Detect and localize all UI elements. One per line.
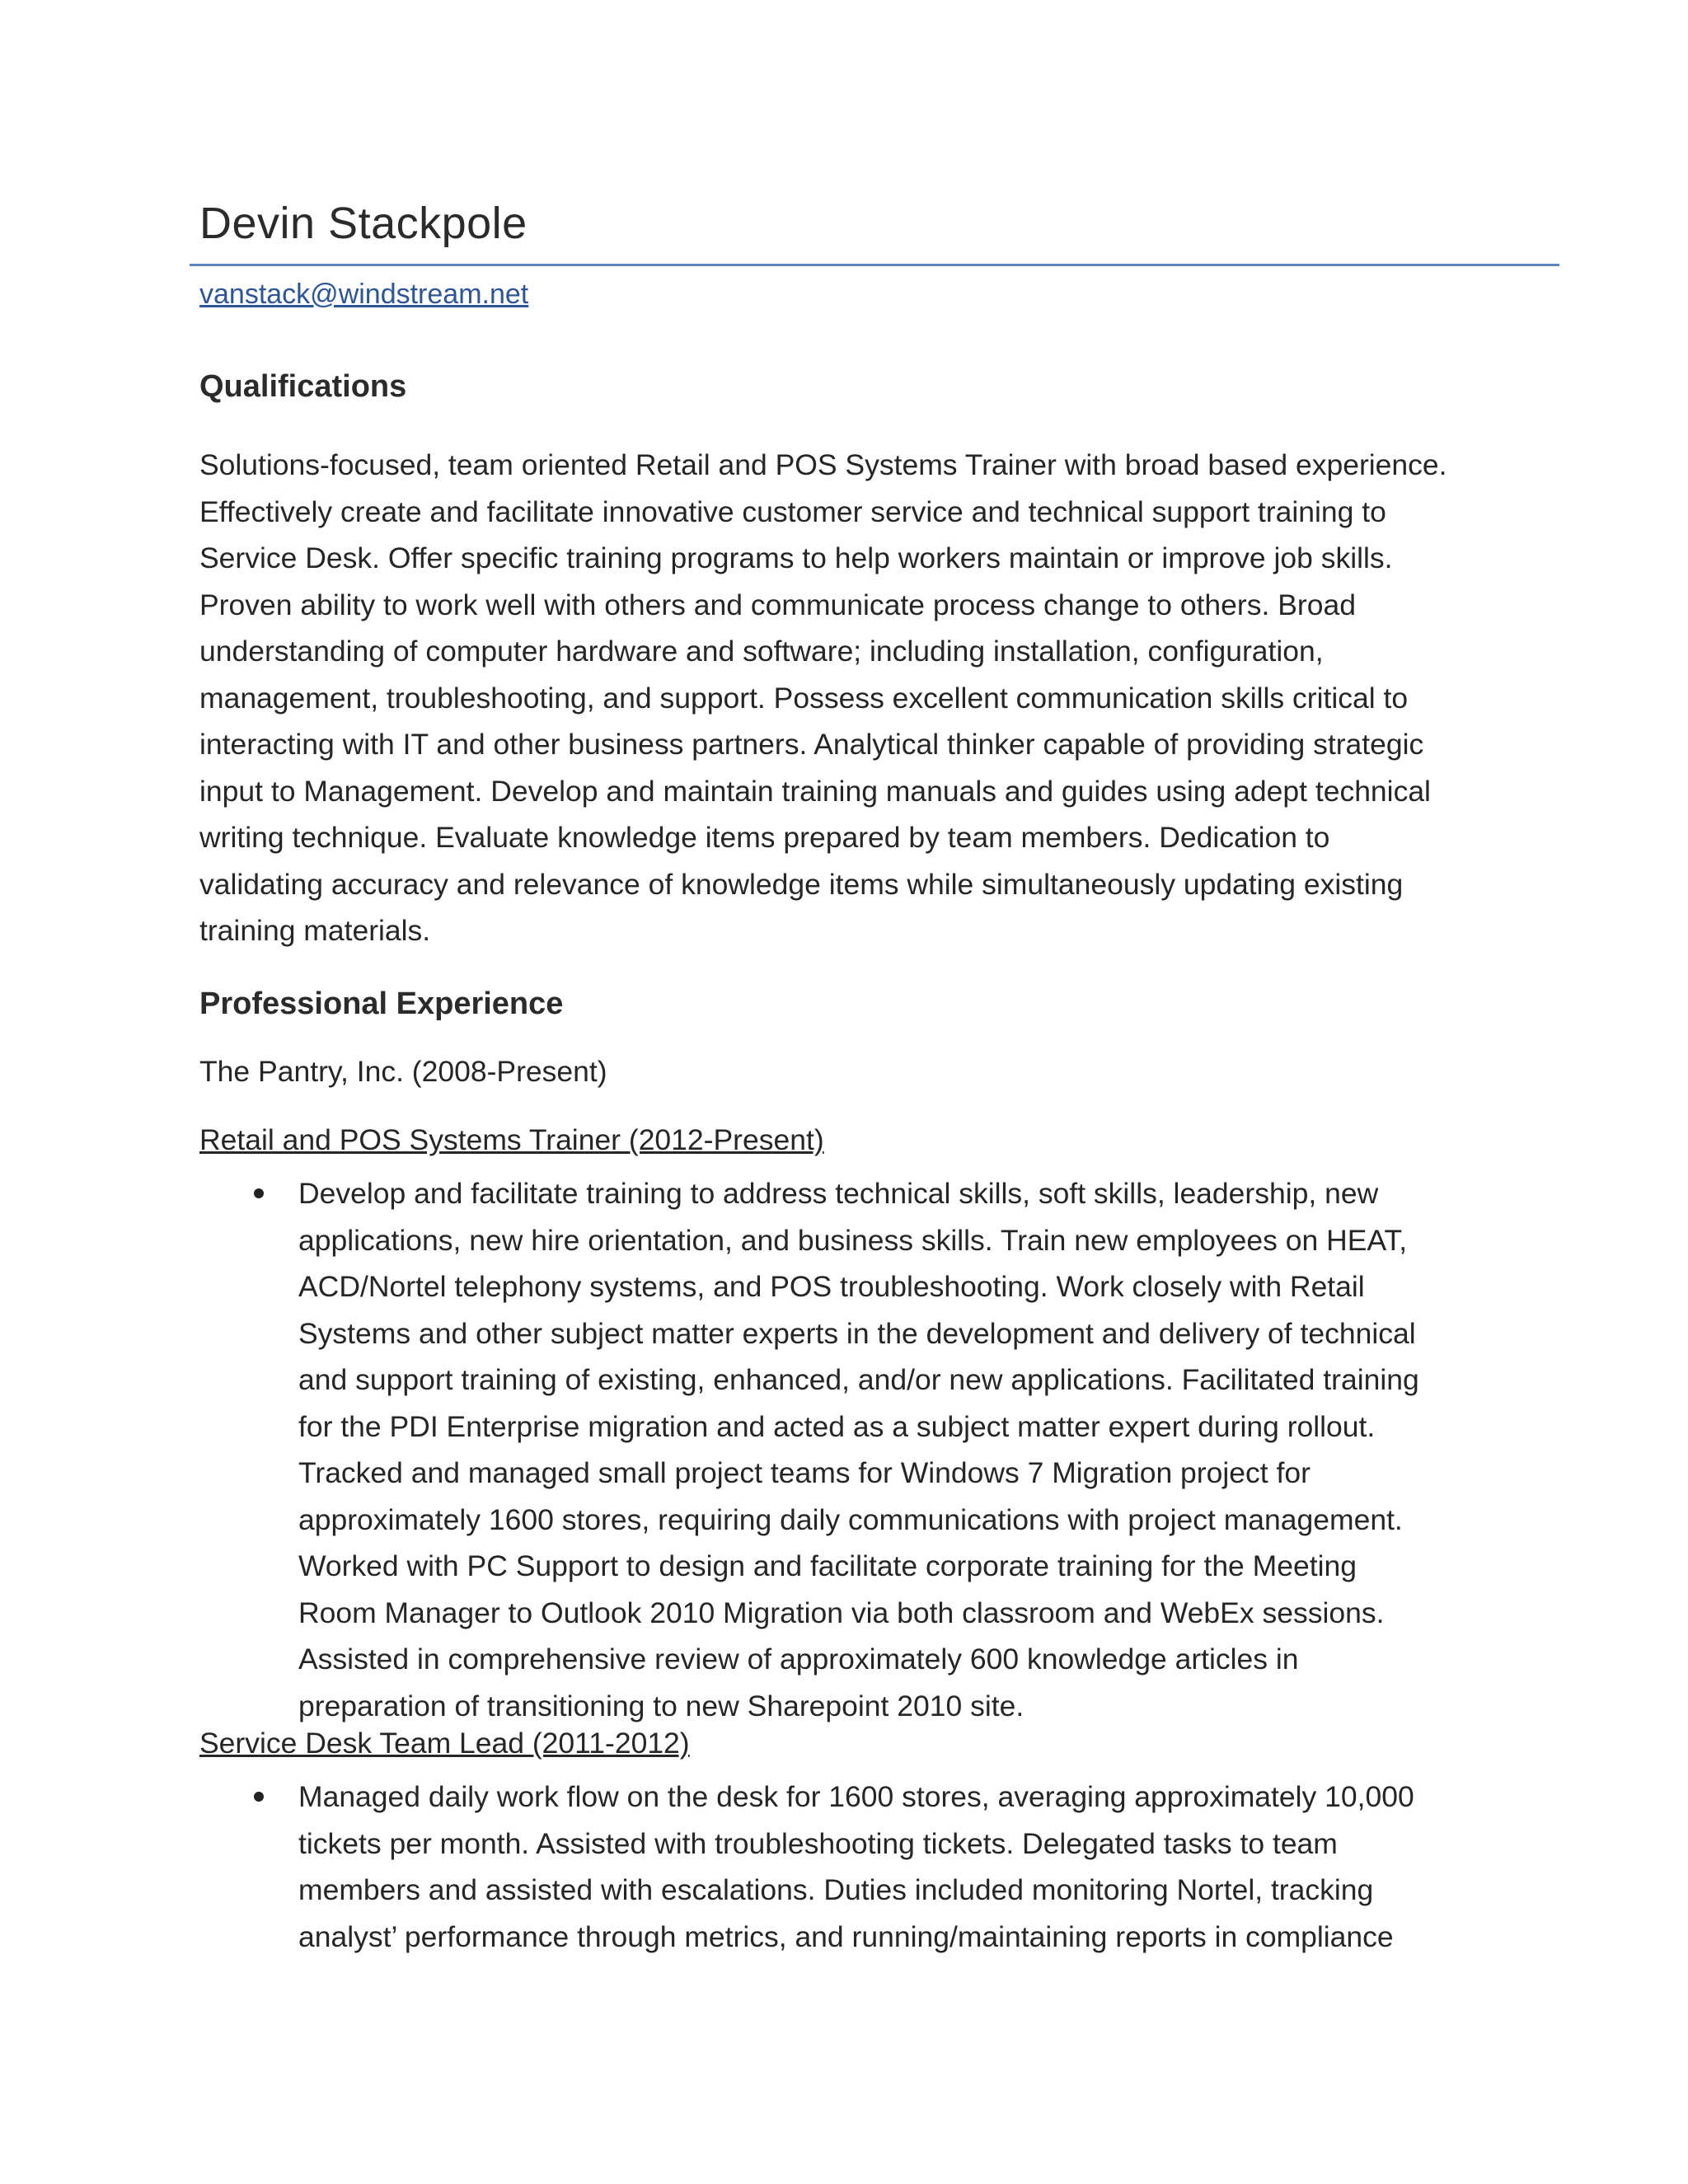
list-item: [247, 1774, 1414, 1960]
qualifications-paragraph: [199, 442, 1447, 954]
bullet-line: Room Manager to Outlook 2010 Migration via both classroom and WebEx sessions.: [298, 1596, 1385, 1629]
bullet-line: Tracked and managed small project teams for Windows 7 Migration project for: [298, 1456, 1311, 1489]
paragraph-line: management, troubleshooting, and support. Possess excellent communication skills critical to: [199, 681, 1409, 715]
bullet-icon: [254, 1188, 264, 1198]
candidate-name: Devin Stackpole: [199, 199, 528, 248]
bullet-line: members and assisted with escalations. Duties included monitoring Nortel, tracking: [298, 1873, 1374, 1906]
bullet-line: Develop and facilitate training to address technical skills, soft skills, leadership, new: [298, 1177, 1379, 1210]
paragraph-line: Effectively create and facilitate innovative customer service and technical support training to: [199, 494, 1386, 528]
list-item: [247, 1170, 1419, 1729]
title-underline: [190, 264, 1559, 266]
role-title-trainer: Retail and POS Systems Trainer (2012-Present): [199, 1123, 824, 1156]
bullet-text: [298, 1774, 1414, 1960]
paragraph-line: input to Management. Develop and maintain training manuals and guides using adept technical: [199, 774, 1431, 808]
bullet-line: analyst’ performance through metrics, and running/maintaining reports in compliance: [298, 1919, 1394, 1953]
bullet-icon: [254, 1792, 264, 1802]
email-link[interactable]: vanstack@windstream.net: [199, 279, 529, 310]
company-line: The Pantry, Inc. (2008-Present): [199, 1055, 607, 1088]
bullet-line: Systems and other subject matter experts in the development and delivery of technical: [298, 1316, 1416, 1350]
paragraph-line: Solutions-focused, team oriented Retail and POS Systems Trainer with broad based experience.: [199, 448, 1447, 481]
role-bullet-list: [247, 1170, 1419, 1729]
bullet-line: for the PDI Enterprise migration and acted as a subject matter expert during rollout.: [298, 1409, 1376, 1443]
bullet-line: applications, new hire orientation, and business skills. Train new employees on HEAT,: [298, 1223, 1408, 1257]
bullet-line: and support training of existing, enhanced, and/or new applications. Facilitated training: [298, 1363, 1419, 1396]
bullet-line: Worked with PC Support to design and facilitate corporate training for the Meeting: [298, 1549, 1357, 1582]
paragraph-line: understanding of computer hardware and software; including installation, configuration,: [199, 635, 1324, 668]
bullet-line: Assisted in comprehensive review of approximately 600 knowledge articles in: [298, 1643, 1299, 1675]
bullet-text: [298, 1170, 1419, 1729]
bullet-line: ACD/Nortel telephony systems, and POS troubleshooting. Work closely with Retail: [298, 1270, 1365, 1303]
bullet-line: approximately 1600 stores, requiring daily communications with project management.: [298, 1502, 1403, 1536]
role-bullet-list: [247, 1774, 1414, 1960]
bullet-line: preparation of transitioning to new Sharepoint 2010 site.: [298, 1689, 1025, 1722]
paragraph-line: interacting with IT and other business partners. Analytical thinker capable of providing strategic: [199, 728, 1424, 761]
paragraph-line: training materials.: [199, 914, 431, 947]
bullet-line: tickets per month. Assisted with troubleshooting tickets. Delegated tasks to team: [298, 1826, 1338, 1860]
paragraph-line: validating accuracy and relevance of knowledge items while simultaneously updating existing: [199, 867, 1404, 901]
experience-heading: Professional Experience: [199, 987, 564, 1021]
qualifications-heading: Qualifications: [199, 369, 407, 404]
paragraph-line: Proven ability to work well with others and communicate process change to others. Broad: [199, 588, 1356, 621]
paragraph-line: Service Desk. Offer specific training programs to help workers maintain or improve job skills.: [199, 541, 1393, 574]
paragraph-line: writing technique. Evaluate knowledge items prepared by team members. Dedication to: [199, 821, 1330, 854]
role-title-team-lead: Service Desk Team Lead (2011-2012): [199, 1727, 690, 1760]
bullet-line: Managed daily work flow on the desk for 1600 stores, averaging approximately 10,000: [298, 1780, 1414, 1813]
